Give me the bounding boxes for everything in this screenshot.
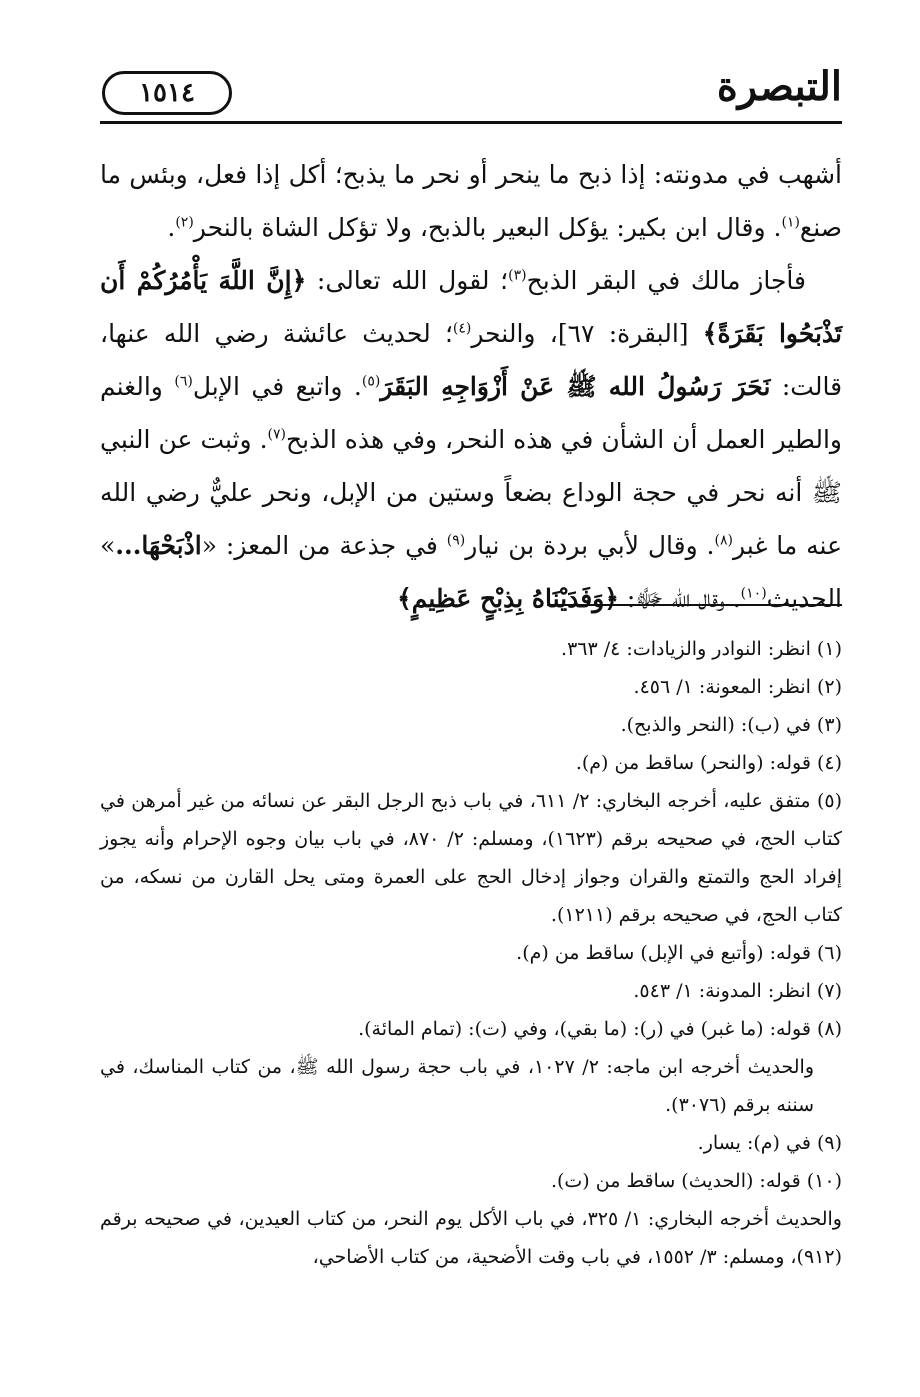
hadith-text: نَحَرَ رَسُولُ الله ﷺ عَنْ أَزْوَاجِهِ البَقَرَ (380, 372, 771, 401)
footnote-3: (٣) في (ب): (النحر والذبح). (620, 714, 842, 736)
footnote-8: (٨) قوله: (ما غبر) في (ر): (ما بقي)، وفي (ت): (تمام المائة). (358, 1018, 842, 1040)
text-run: أشهب في مدونته: إذا ذبح ما ينحر أو نحر ما يذبح؛ أكل إذا فعل، وبئس ما صنع (100, 160, 842, 242)
text-run: . واتبع في الإبل (192, 372, 362, 401)
footnote-marker-4: (٤) (452, 320, 472, 337)
footnotes (100, 630, 842, 1276)
text-run: [البقرة: ٦٧]، والنحر (471, 319, 703, 348)
footnote-1: (١) انظر: النوادر والزيادات: ٤/ ٣٦٣. (561, 638, 842, 660)
text-run: . وثبت عن النبي ﷺ أنه نحر في حجة الوداع بضعاً وستين من الإبل، ونحر عليٌّ رضي الله عنه ما غبر (100, 425, 842, 560)
footnote-marker-2: (٢) (175, 214, 194, 231)
page-header (100, 55, 842, 127)
footnote-marker-9: (٩) (446, 532, 466, 549)
hadith-text: اذْبَحْهَا... (115, 531, 202, 560)
text-run: والغنم والطير العمل أن الشأن في هذه النحر، وفي هذه الذبح (100, 372, 842, 454)
text-run: . وقال الله ﷻ: (618, 584, 741, 613)
footnote-7: (٧) انظر: المدونة: ١/ ٥٤٣. (633, 980, 842, 1002)
book-title: التبصرة (716, 63, 842, 110)
footnote-9: (٩) في (م): يسار. (697, 1132, 842, 1154)
quran-verse: ﴿إِنَّ اللَّهَ يَأْمُرُكُمْ أَن تَذْبَحُوا بَقَرَةً﴾ (100, 266, 842, 348)
footnote-10: (١٠) قوله: (الحديث) ساقط من (ت). (550, 1170, 842, 1192)
paragraph-1 (100, 148, 842, 254)
footnote-8-continuation: والحديث أخرجه ابن ماجه: ٢/ ١٠٢٧، في باب حجة رسول الله ﷺ، من كتاب المناسك، في سننه برقم (٣٠٧٦). (100, 1056, 815, 1116)
text-run: . وقال لأبي بردة بن نيار (465, 531, 715, 560)
paragraph-2 (100, 254, 842, 625)
text-run: . (167, 213, 176, 242)
text-run: في جذعة من المعز: « (201, 531, 447, 560)
footnote-divider (547, 604, 842, 606)
footnote-5: (٥) متفق عليه، أخرجه البخاري: ٢/ ٦١١، في باب ذبح الرجل البقر عن نسائه من غير أمرهن في كتاب الحج، في صحيحه برقم (١٦٢٣)، ومسلم: ٢/ ٨٧٠، في باب بيان وجوه الإحرام وأنه يجوز إفراد الحج والتمتع والقران وجواز إدخال الحج على العمرة ومتى يحل القارن من نسكه، من كتاب الحج، في صحيحه برقم (١٢١١). (100, 790, 842, 926)
footnote-marker-8: (٨) (714, 532, 733, 549)
footnote-marker-6: (٦) (174, 373, 193, 390)
footnote-marker-5: (٥) (361, 373, 381, 390)
footnote-2: (٢) انظر: المعونة: ١/ ٤٥٦. (633, 676, 842, 698)
text-run: » الحديث (100, 531, 842, 613)
header-rule (100, 121, 842, 124)
footnote-marker-1: (١) (781, 214, 800, 231)
footnote-6: (٦) قوله: (وأتبع في الإبل) ساقط من (م). (516, 942, 842, 964)
footnote-10-continuation: والحديث أخرجه البخاري: ١/ ٣٢٥، في باب الأكل يوم النحر، من كتاب العيدين، في صحيحه برقم (٩١٢)، ومسلم: ٣/ ١٥٥٢، في باب وقت الأضحية، من كتاب الأضاحي، (100, 1208, 842, 1268)
footnote-marker-10: (١٠) (740, 585, 767, 602)
quran-verse: ﴿وَفَدَيْنَاهُ بِذِبْحٍ عَظِيمٍ﴾ (397, 584, 619, 613)
footnote-marker-3: (٣) (508, 267, 527, 284)
text-run: فأجاز مالك في البقر الذبح (526, 266, 806, 295)
text-run: ؛ لحديث عائشة رضي الله عنها، قالت: (100, 319, 843, 401)
text-run: ؛ لقول الله تعالى: (306, 266, 509, 295)
main-text (100, 148, 842, 625)
footnote-marker-7: (٧) (267, 426, 286, 443)
footnote-4: (٤) قوله: (والنحر) ساقط من (م). (575, 752, 842, 774)
page-number: ١٥١٤ (102, 71, 232, 115)
text-run: . وقال ابن بكير: يؤكل البعير بالذبح، ولا تؤكل الشاة بالنحر (193, 213, 782, 242)
